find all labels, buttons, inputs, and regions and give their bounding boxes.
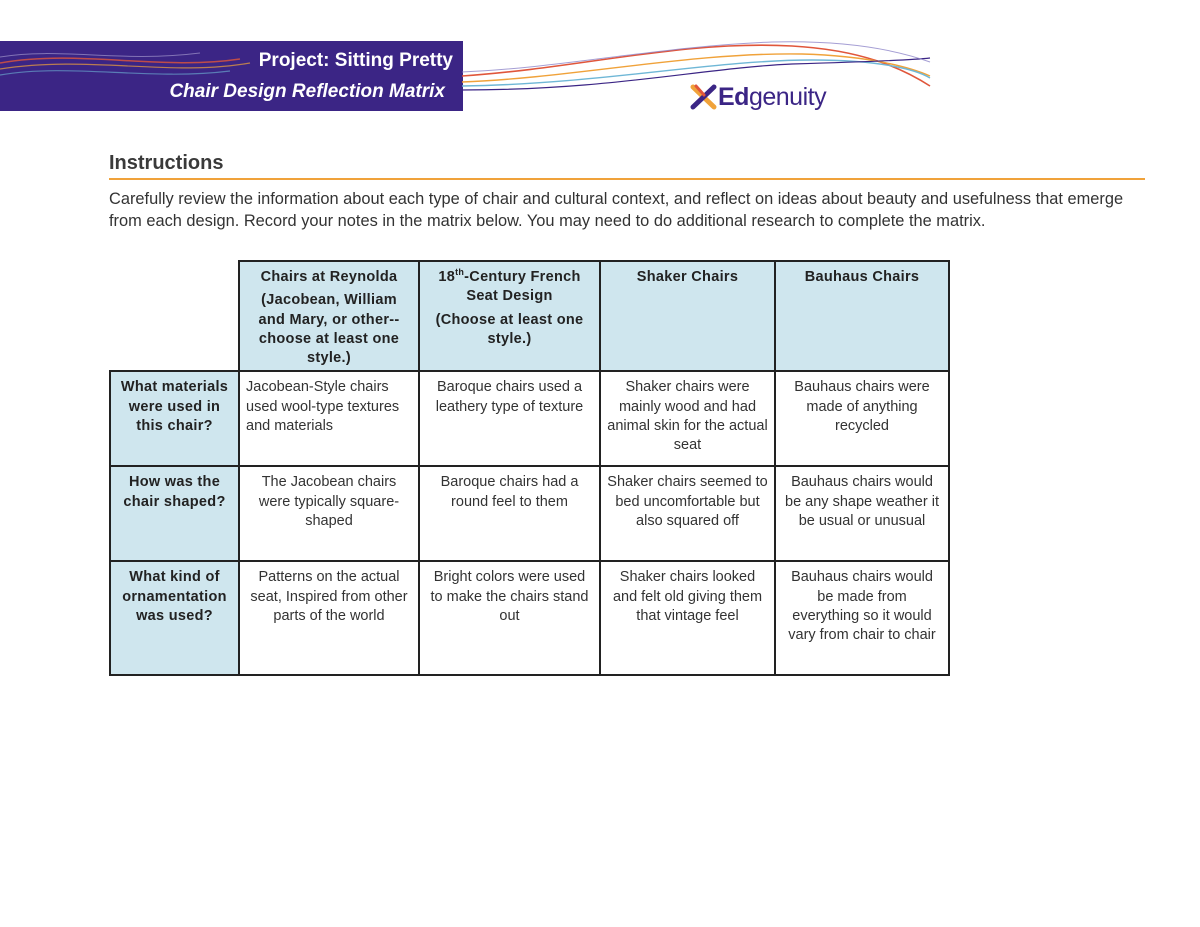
column-header-bauhaus	[775, 261, 949, 371]
instructions-text: Carefully review the information about each type of chair and cultural context, and reflect on ideas about beauty and usefulness that emerge from each design. Record your notes in the matrix below. You may need to do additional research to complete the matrix.	[109, 190, 1124, 230]
logo-x-icon	[690, 83, 718, 111]
matrix-cell: Bauhaus chairs would be any shape weather it be usual or unusual	[775, 466, 949, 561]
document-subtitle: Chair Design Reflection Matrix	[169, 81, 445, 102]
project-title: Project: Sitting Pretty	[258, 50, 453, 71]
logo-wordmark: Edgenuity	[718, 82, 827, 111]
matrix-cell: Baroque chairs had a round feel to them	[419, 466, 600, 561]
column-header-french	[419, 261, 600, 371]
matrix-header-row	[110, 261, 949, 371]
matrix-cell: Patterns on the actual seat, Inspired from other parts of the world	[239, 561, 419, 675]
instructions-heading: Instructions	[109, 152, 224, 174]
column-title: Bauhaus Chairs	[804, 269, 920, 285]
matrix-corner-cell	[110, 261, 239, 371]
matrix-cell: Jacobean-Style chairs used wool-type textures and materials	[239, 371, 419, 466]
header-banner	[0, 41, 463, 111]
row-question: How was the chair shaped?	[110, 466, 239, 561]
matrix-cell: Shaker chairs were mainly wood and had animal skin for the actual seat	[600, 371, 775, 466]
edgenuity-logo	[690, 80, 826, 114]
column-note: (Jacobean, William and Mary, or other--choose at least one style.)	[258, 292, 400, 367]
matrix-row-shape	[110, 466, 949, 561]
column-note: (Choose at least one style.)	[435, 311, 584, 347]
matrix-cell: The Jacobean chairs were typically square-shaped	[239, 466, 419, 561]
matrix-row-ornamentation	[110, 561, 949, 675]
matrix-cell: Shaker chairs looked and felt old giving them that vintage feel	[600, 561, 775, 675]
matrix-cell: Baroque chairs used a leathery type of texture	[419, 371, 600, 466]
matrix-cell: Bauhaus chairs would be made from everything so it would vary from chair to chair	[775, 561, 949, 675]
column-title: Chairs at Reynolda	[260, 269, 398, 285]
matrix-cell: Bright colors were used to make the chairs stand out	[419, 561, 600, 675]
matrix-cell: Bauhaus chairs were made of anything recycled	[775, 371, 949, 466]
column-title: 18th-Century French Seat Design	[438, 267, 581, 305]
column-header-shaker	[600, 261, 775, 371]
row-question: What materials were used in this chair?	[110, 371, 239, 466]
matrix-row-materials	[110, 371, 949, 466]
row-question: What kind of ornamentation was used?	[110, 561, 239, 675]
column-header-reynolda	[239, 261, 419, 371]
reflection-matrix	[109, 260, 950, 676]
column-title: Shaker Chairs	[636, 269, 739, 285]
matrix-cell: Shaker chairs seemed to bed uncomfortable but also squared off	[600, 466, 775, 561]
heading-divider	[109, 178, 1145, 180]
